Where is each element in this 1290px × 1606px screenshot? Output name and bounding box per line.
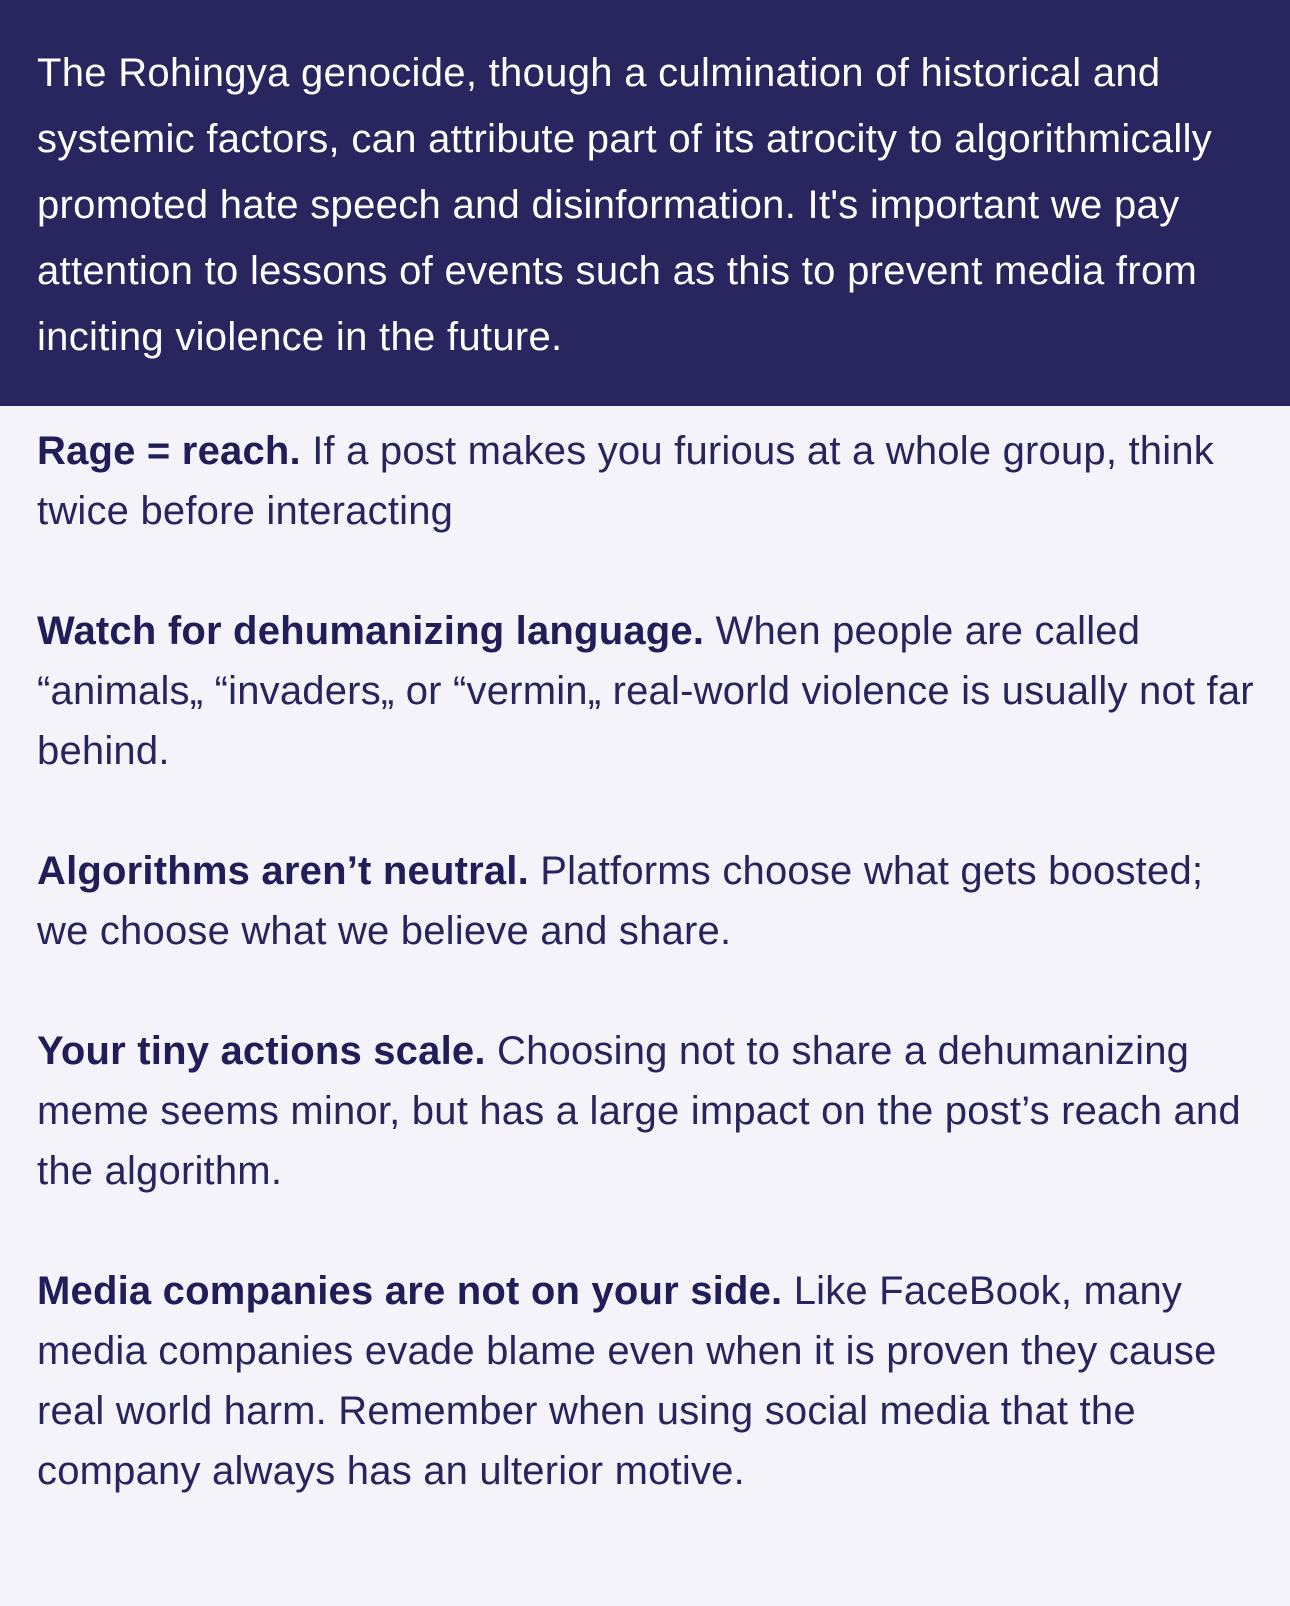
tip-dehumanizing-language: [37, 601, 1262, 781]
tip-lead: Your tiny actions scale.: [37, 1029, 486, 1073]
tip-actions-scale: [37, 1021, 1262, 1201]
tip-lead: Watch for dehumanizing language.: [37, 609, 705, 653]
tip-body: Choosing not to share a dehumanizing meme seems minor, but has a large impact on the post’s reach and the algorithm.: [37, 1029, 1241, 1193]
tip-body: When people are called “animals„ “invaders„ or “vermin„ real-world violence is usually not far behind.: [37, 609, 1254, 773]
tip-algorithms-not-neutral: [37, 841, 1262, 961]
tip-body: Like FaceBook, many media companies evade blame even when it is proven they cause real world harm. Remember when using social media that the company always has an ulterior motive.: [37, 1269, 1217, 1493]
tip-body: If a post makes you furious at a whole group, think twice before interacting: [37, 429, 1214, 533]
tip-body: Platforms choose what gets boosted; we choose what we believe and share.: [37, 849, 1204, 953]
tip-rage-reach: [37, 421, 1262, 541]
tip-media-companies: [37, 1261, 1262, 1501]
tip-lead: Rage = reach.: [37, 429, 301, 473]
tip-lead: Media companies are not on your side.: [37, 1269, 783, 1313]
intro-panel: [0, 0, 1290, 406]
tips-list: [37, 421, 1262, 1501]
tip-lead: Algorithms aren’t neutral.: [37, 849, 529, 893]
intro-text: The Rohingya genocide, though a culmination of historical and systemic factors, can attribute part of its atrocity to algorithmically promoted hate speech and disinformation. It's important we pay attention to lessons of events such as this to prevent media from inciting violence in the future.: [37, 51, 1213, 359]
